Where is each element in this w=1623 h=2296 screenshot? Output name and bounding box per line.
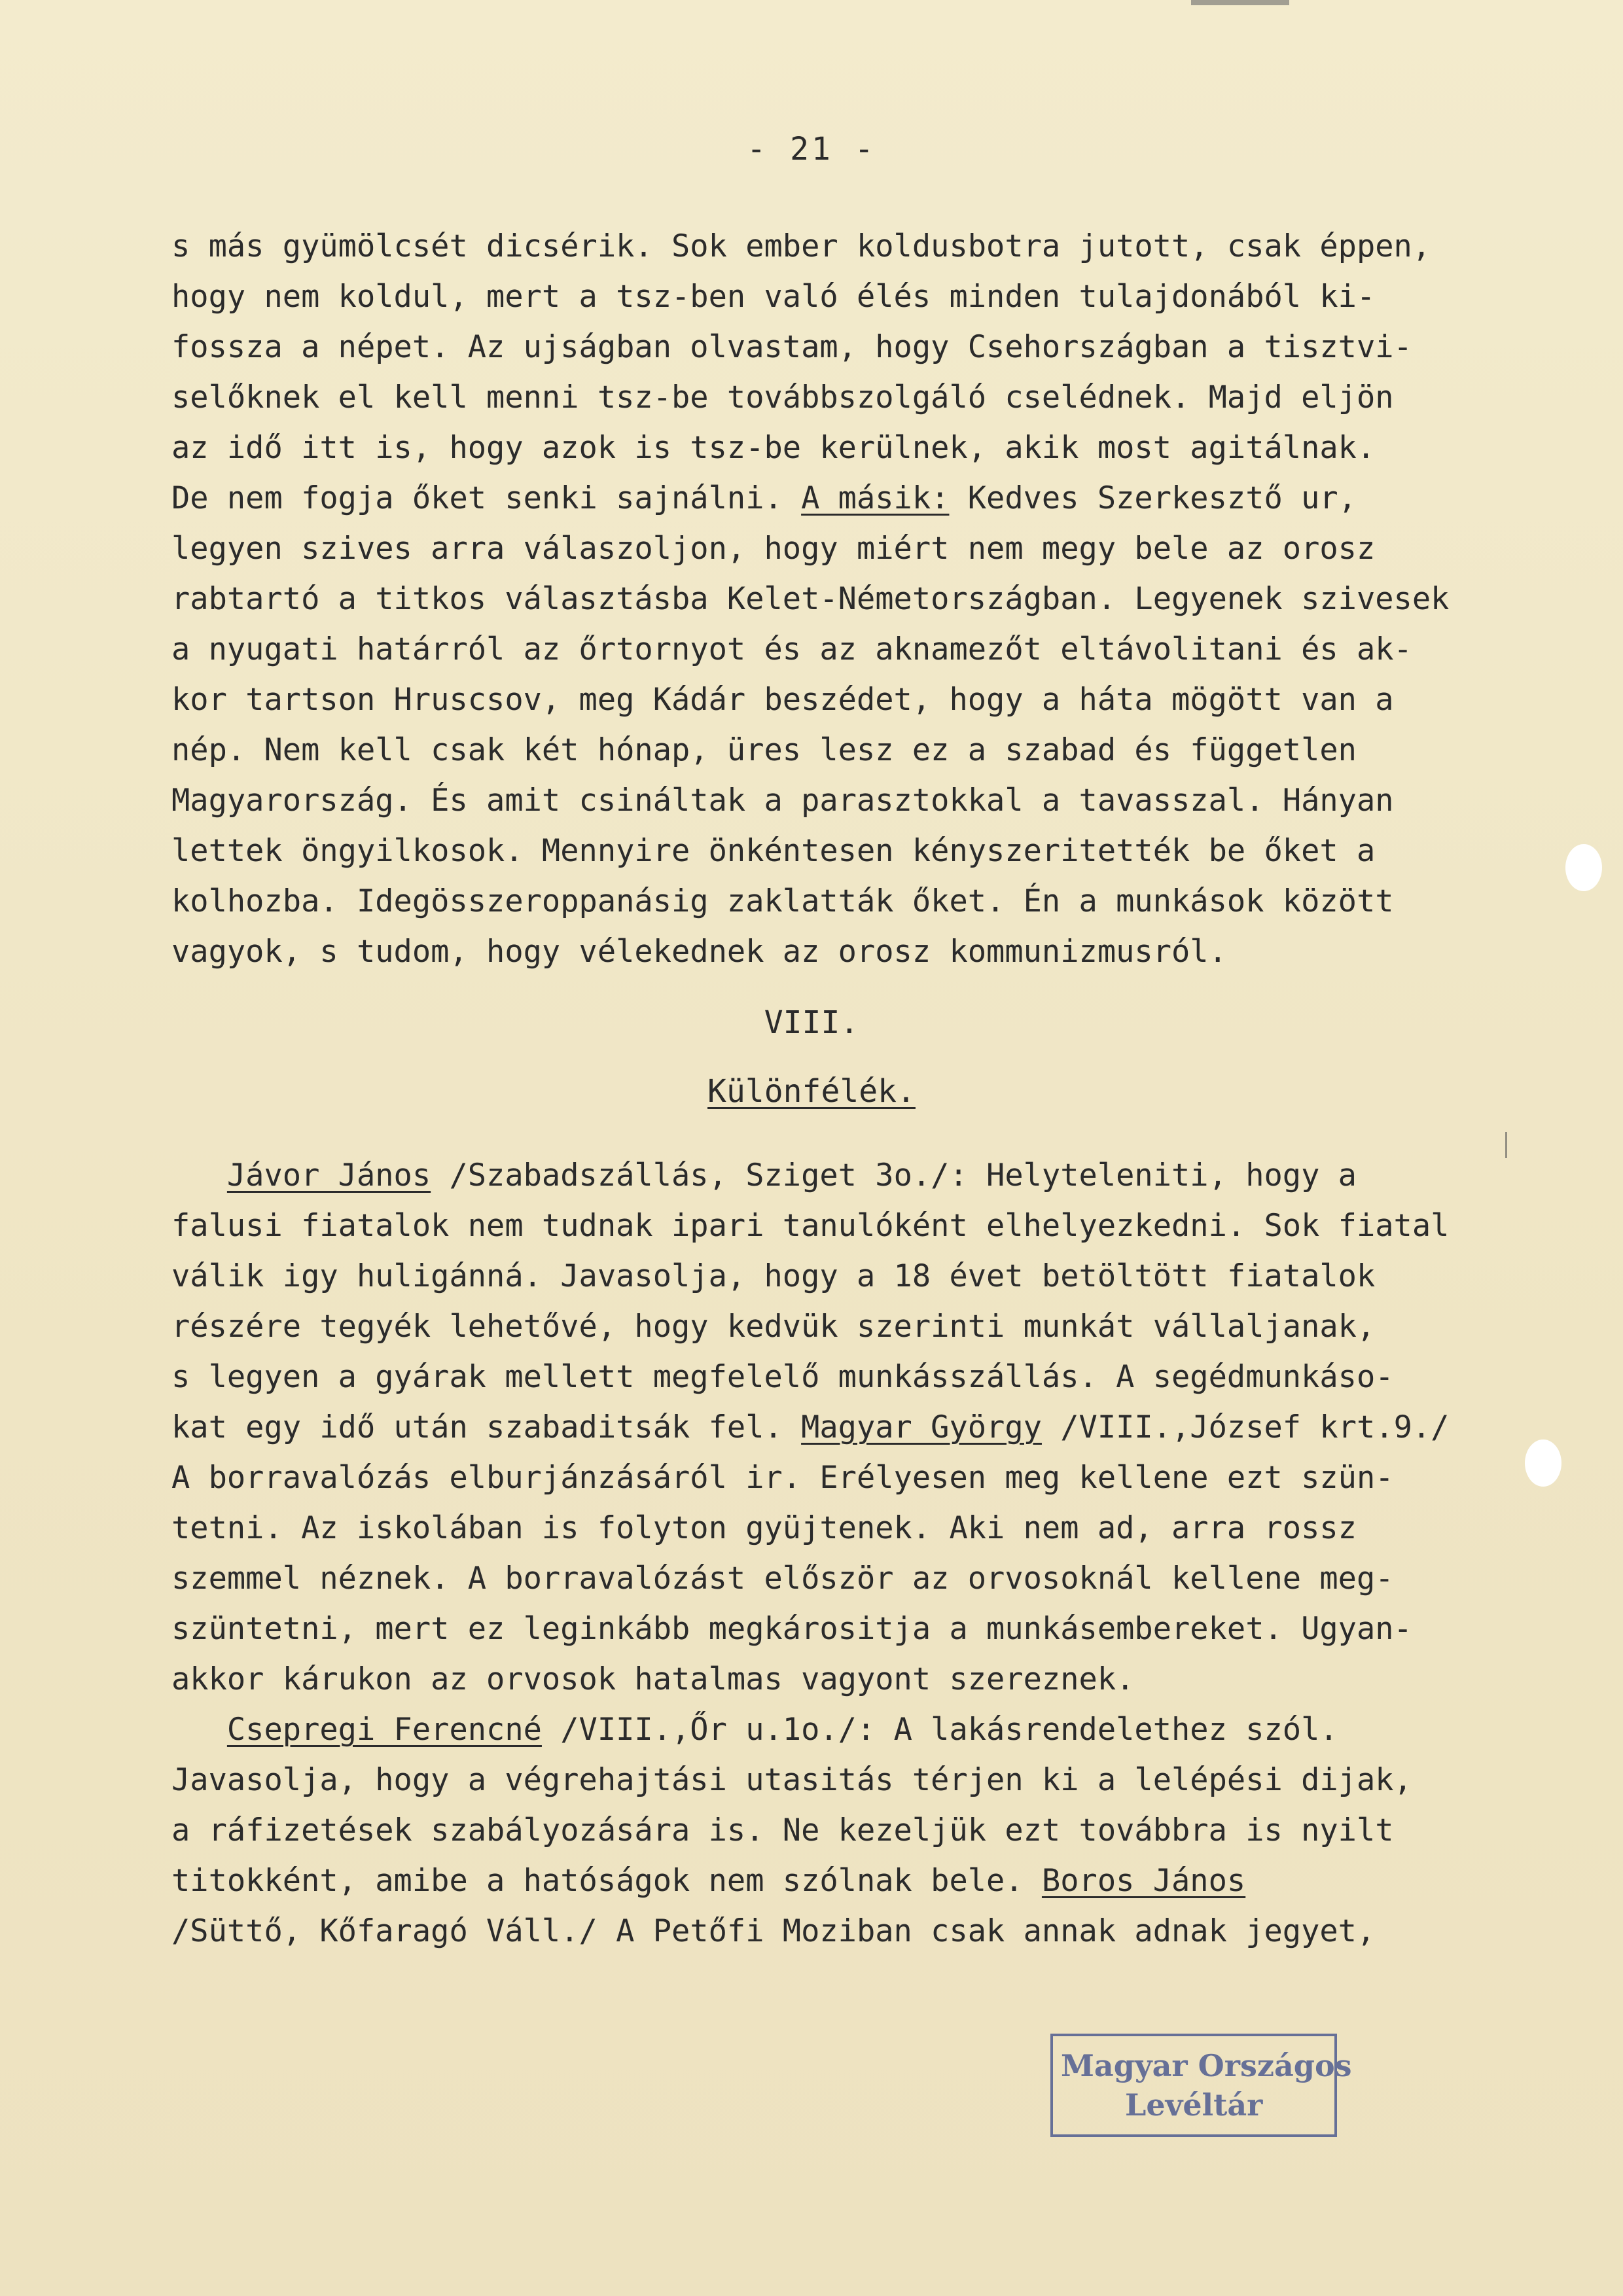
text-line: nép. Nem kell csak két hónap, üres lesz ez a szabad és független bbox=[171, 732, 1357, 768]
text-line: selőknek el kell menni tsz-be továbbszolgáló cselédnek. Majd eljön bbox=[171, 380, 1394, 415]
underlined-name: Jávor János bbox=[226, 1157, 431, 1193]
text-line: falusi fiatalok nem tudnak ipari tanulóként elhelyezkedni. Sok fiatal bbox=[171, 1208, 1450, 1244]
line-text: kat egy idő után szabaditsák fel. bbox=[171, 1409, 802, 1445]
line-text: titokként, amibe a hatóságok nem szólnak bele. bbox=[171, 1863, 1042, 1899]
text-line: az idő itt is, hogy azok is tsz-be kerülnek, akik most agitálnak. bbox=[171, 430, 1376, 466]
line-text bbox=[171, 1157, 227, 1193]
text-line: a nyugati határról az őrtornyot és az aknamezőt eltávolitani és ak- bbox=[171, 631, 1412, 667]
text-line bbox=[171, 473, 1552, 523]
text-line: fossza a népet. Az ujságban olvastam, hogy Csehországban a tisztvi- bbox=[171, 329, 1412, 365]
stamp-line-1: Magyar Országos bbox=[1061, 2048, 1352, 2083]
punch-hole bbox=[1565, 844, 1602, 891]
line-text: Kedves Szerkesztő ur, bbox=[949, 480, 1357, 516]
text-line: rabtartó a titkos választásba Kelet-Németországban. Legyenek szivesek bbox=[171, 581, 1450, 617]
underlined-name: Boros János bbox=[1041, 1863, 1246, 1899]
underlined-name: Csepregi Ferencné bbox=[226, 1712, 542, 1748]
paragraph-letter-response bbox=[171, 221, 1552, 977]
text-line: kor tartson Hruscsov, meg Kádár beszédet, hogy a háta mögött van a bbox=[171, 682, 1394, 718]
text-line: A borravalózás elburjánzásáról ir. Erélyesen meg kellene ezt szün- bbox=[171, 1460, 1394, 1496]
underlined-name: A másik: bbox=[801, 480, 950, 516]
top-edge-mark bbox=[1191, 0, 1289, 5]
text-line: szüntetni, mert ez leginkább megkárositja a munkásembereket. Ugyan- bbox=[171, 1611, 1412, 1647]
line-text: De nem fogja őket senki sajnálni. bbox=[171, 480, 802, 516]
underlined-name: Magyar György bbox=[801, 1409, 1042, 1445]
text-line: vagyok, s tudom, hogy vélekednek az orosz kommunizmusról. bbox=[171, 934, 1227, 970]
text-line: kolhozba. Idegösszeroppanásig zaklatták őket. Én a munkások között bbox=[171, 883, 1394, 919]
text-line: Javasolja, hogy a végrehajtási utasitás térjen ki a lelépési dijak, bbox=[171, 1762, 1412, 1798]
text-line bbox=[171, 1150, 1552, 1201]
text-line: s legyen a gyárak mellett megfelelő munkásszállás. A segédmunkáso- bbox=[171, 1359, 1394, 1395]
text-line: szemmel néznek. A borravalózást először az orvosoknál kellene meg- bbox=[171, 1561, 1394, 1597]
line-text: /VIII.,József krt.9./ bbox=[1041, 1409, 1450, 1445]
text-line: akkor kárukon az orvosok hatalmas vagyont szereznek. bbox=[171, 1661, 1135, 1697]
text-line bbox=[171, 1402, 1552, 1453]
text-line: tetni. Az iskolában is folyton gyüjtenek. Aki nem ad, arra rossz bbox=[171, 1510, 1357, 1546]
paragraph-miscellaneous bbox=[171, 1150, 1552, 1956]
section-title-wrapper bbox=[0, 1073, 1623, 1110]
text-line: részére tegyék lehetővé, hogy kedvük szerinti munkát vállaljanak, bbox=[171, 1309, 1376, 1345]
section-number: VIII. bbox=[764, 1004, 859, 1041]
text-line: válik igy huligánná. Javasolja, hogy a 18 évet betöltött fiatalok bbox=[171, 1258, 1376, 1294]
line-text: /Szabadszállás, Sziget 3o./: Helyteleniti, hogy a bbox=[431, 1157, 1357, 1193]
text-line: Magyarország. És amit csináltak a parasztokkal a tavasszal. Hányan bbox=[171, 783, 1394, 819]
stamp-line-2: Levéltár bbox=[1125, 2087, 1263, 2123]
text-line: /Süttő, Kőfaragó Váll./ A Petőfi Moziban csak annak adnak jegyet, bbox=[171, 1913, 1376, 1949]
punch-hole bbox=[1525, 1439, 1561, 1487]
line-text bbox=[171, 1712, 227, 1748]
text-line bbox=[171, 1704, 1552, 1755]
section-title: Különfélék. bbox=[707, 1073, 916, 1110]
text-line: legyen szives arra válaszoljon, hogy miért nem megy bele az orosz bbox=[171, 531, 1376, 567]
archive-stamp bbox=[1050, 2034, 1352, 2137]
text-line: a ráfizetések szabályozására is. Ne kezeljük ezt továbbra is nyilt bbox=[171, 1812, 1394, 1848]
text-line bbox=[171, 1856, 1552, 1906]
text-line: hogy nem koldul, mert a tsz-ben való élés minden tulajdonából ki- bbox=[171, 279, 1376, 315]
line-text: /VIII.,Őr u.1o./: A lakásrendelethez szól. bbox=[541, 1712, 1338, 1748]
text-line: s más gyümölcsét dicsérik. Sok ember koldusbotra jutott, csak éppen, bbox=[171, 228, 1431, 264]
text-line: lettek öngyilkosok. Mennyire önkéntesen kényszeritették be őket a bbox=[171, 833, 1376, 869]
page-number: - 21 - bbox=[747, 131, 876, 168]
